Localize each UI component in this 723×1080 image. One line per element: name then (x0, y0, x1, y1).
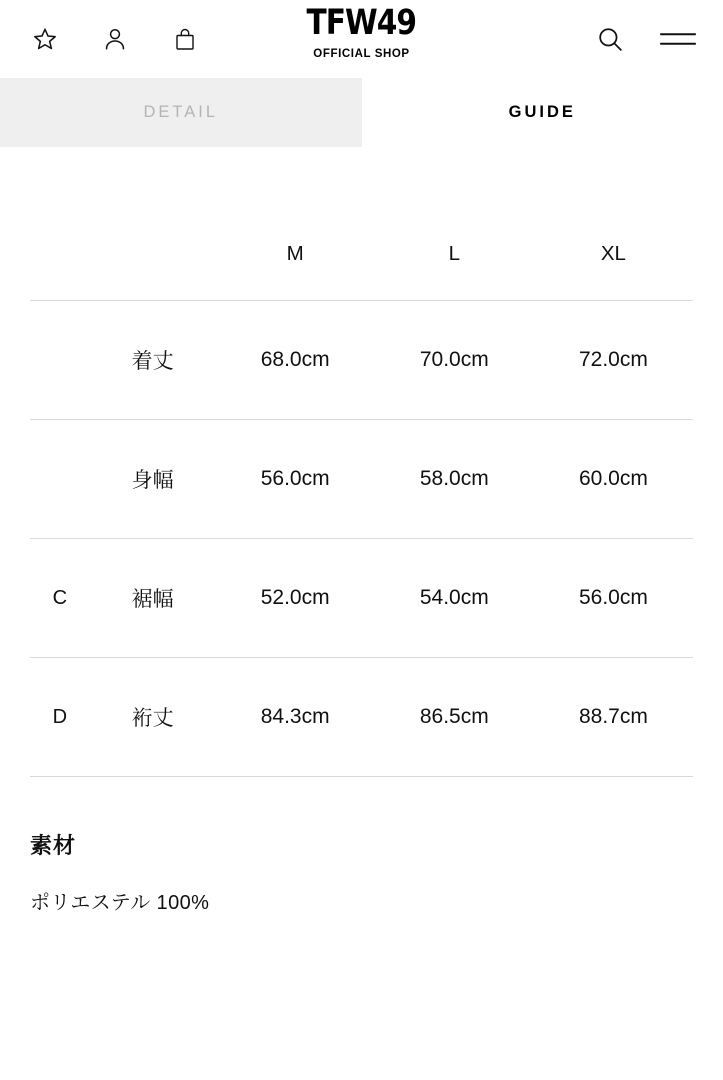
row-value-xl: 60.0cm (578, 467, 648, 490)
tab-guide[interactable]: GUIDE (362, 78, 723, 147)
brand-subtitle: OFFICIAL SHOP (313, 48, 410, 60)
header-size-xl: XL (600, 242, 626, 265)
product-info-tabs (0, 78, 723, 147)
row-value-m: 56.0cm (260, 467, 330, 490)
size-table-body (30, 301, 693, 777)
site-header (0, 0, 723, 78)
table-row (30, 420, 693, 539)
star-icon[interactable] (26, 20, 64, 58)
row-value-xl: 72.0cm (578, 348, 648, 371)
row-letter: D (52, 705, 68, 728)
search-icon[interactable] (591, 20, 629, 58)
material-text: ポリエステル 100% (30, 892, 210, 914)
header-right-icons (591, 20, 697, 58)
size-table-header-row (30, 242, 693, 301)
user-icon[interactable] (96, 20, 134, 58)
row-value-l: 54.0cm (419, 586, 489, 609)
table-row (30, 301, 693, 420)
row-label: 裄丈 (131, 707, 174, 730)
row-letter (30, 420, 90, 539)
header-letter (30, 242, 90, 301)
brand-title: TFW49 (306, 3, 417, 43)
row-value-m: 52.0cm (260, 586, 330, 609)
row-value-l: 58.0cm (419, 467, 489, 490)
header-size-l: L (448, 242, 460, 265)
size-table-head (30, 242, 693, 301)
row-value-l: 86.5cm (419, 705, 489, 728)
row-value-m: 68.0cm (260, 348, 330, 371)
header-label (90, 242, 216, 301)
tab-detail[interactable]: DETAIL (0, 78, 362, 147)
hamburger-menu-icon[interactable] (659, 20, 697, 58)
row-value-xl: 88.7cm (578, 705, 648, 728)
table-row (30, 539, 693, 658)
row-value-xl: 56.0cm (578, 586, 648, 609)
table-row (30, 658, 693, 777)
row-value-m: 84.3cm (260, 705, 330, 728)
row-value-l: 70.0cm (419, 348, 489, 371)
row-letter (30, 301, 90, 420)
row-letter: C (52, 586, 68, 609)
header-left-icons (26, 20, 204, 58)
header-size-m: M (286, 242, 304, 265)
size-guide-section (0, 242, 723, 777)
material-heading: 素材 (30, 833, 77, 858)
size-table (30, 242, 693, 777)
row-label: 裾幅 (131, 588, 174, 611)
bag-icon[interactable] (166, 20, 204, 58)
row-label: 身幅 (131, 469, 174, 492)
row-label: 着丈 (131, 350, 174, 373)
material-section (0, 829, 723, 915)
